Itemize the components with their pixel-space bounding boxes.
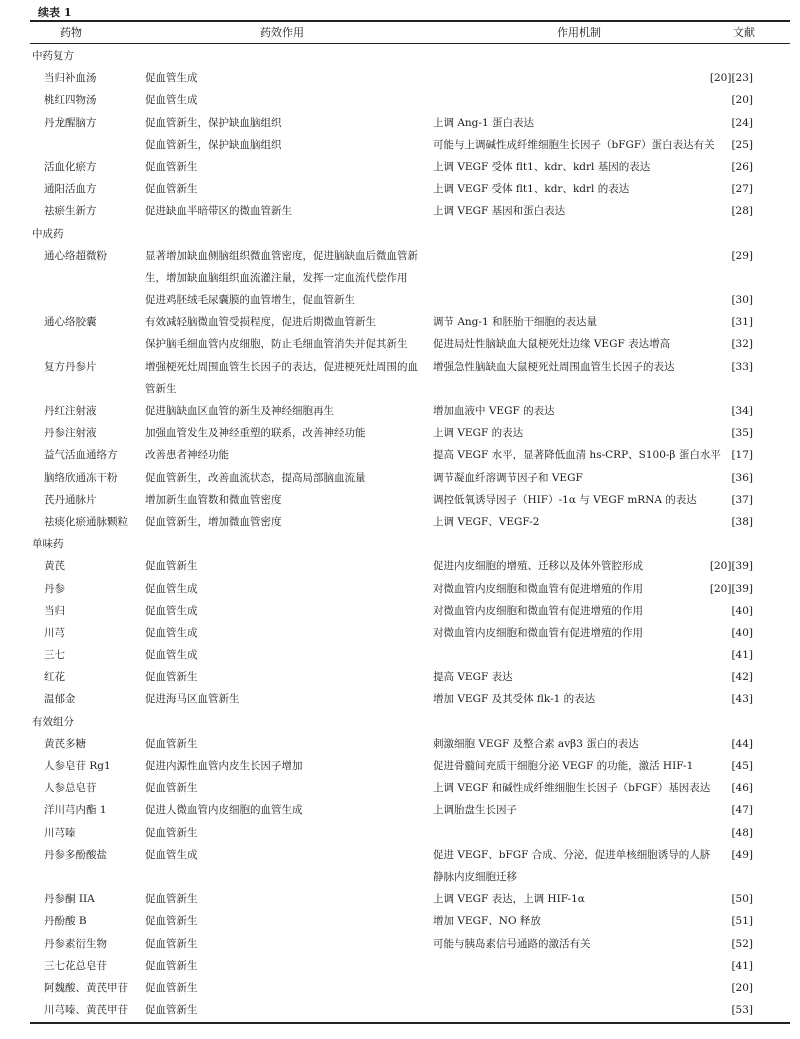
ref-cell: [20][39] bbox=[709, 582, 753, 595]
table-row bbox=[0, 910, 800, 932]
table-row bbox=[0, 888, 800, 910]
ref-cell: [47] bbox=[731, 804, 753, 817]
effect-cell: 促血管新生，改善血流状态，提高局部脑血流量 bbox=[145, 471, 366, 484]
effect-cell: 促血管生成 bbox=[145, 649, 198, 662]
mechanism-cell: 促进骨髓间充质干细胞分泌 VEGF 的功能，激活 HIF-1 bbox=[433, 760, 694, 773]
header-mechanism: 作用机制 bbox=[557, 26, 601, 39]
ref-cell: [25] bbox=[731, 138, 753, 151]
ref-cell: [38] bbox=[731, 515, 753, 528]
table-row bbox=[0, 467, 800, 489]
drug-cell: 活血化瘀方 bbox=[44, 160, 97, 173]
table-row bbox=[0, 644, 800, 666]
drug-cell: 中药复方 bbox=[32, 50, 74, 62]
ref-cell: [46] bbox=[731, 782, 753, 795]
ref-cell: [31] bbox=[731, 316, 753, 329]
table-row bbox=[0, 555, 800, 577]
table-row bbox=[0, 977, 800, 999]
mechanism-cell: 上调 VEGF 的表达 bbox=[433, 427, 524, 440]
mechanism-cell: 提高 VEGF 表达 bbox=[433, 671, 513, 684]
mechanism-cell: 调节凝血纤溶调节因子和 VEGF bbox=[433, 471, 583, 484]
effect-cell: 促血管生成 bbox=[145, 94, 198, 107]
ref-cell: [41] bbox=[731, 649, 753, 662]
table-row bbox=[0, 578, 800, 600]
drug-cell: 芪丹通脉片 bbox=[44, 493, 97, 506]
effect-cell: 促血管新生，保护缺血脑组织 bbox=[145, 138, 282, 151]
drug-cell: 丹参注射液 bbox=[44, 427, 97, 440]
ref-cell: [50] bbox=[731, 893, 753, 906]
drug-cell: 温郁金 bbox=[44, 693, 76, 706]
ref-cell: [20] bbox=[731, 981, 753, 994]
table-row bbox=[0, 999, 800, 1021]
section-row bbox=[0, 45, 800, 67]
effect-cell: 促血管新生 bbox=[145, 183, 198, 196]
table-row bbox=[0, 511, 800, 533]
drug-cell: 益气活血通络方 bbox=[44, 449, 118, 462]
effect-cell: 促血管生成 bbox=[145, 72, 198, 85]
drug-cell: 复方丹参片 bbox=[44, 360, 97, 373]
effect-cell: 增加新生血管数和微血管密度 bbox=[145, 493, 282, 506]
effect-cell: 促血管新生 bbox=[145, 160, 198, 173]
table-row bbox=[0, 622, 800, 644]
mechanism-cell: 增加 VEGF、NO 释放 bbox=[433, 915, 541, 928]
ref-cell: [48] bbox=[731, 826, 753, 839]
table-row bbox=[0, 311, 800, 333]
effect-cell: 促血管新生 bbox=[145, 959, 198, 972]
effect-cell: 促血管新生，增加微血管密度 bbox=[145, 515, 282, 528]
table-row bbox=[0, 777, 800, 799]
table-header-rule bbox=[30, 43, 790, 44]
table-row bbox=[0, 67, 800, 89]
drug-cell: 三七 bbox=[44, 649, 65, 662]
effect-cell: 促进人微血管内皮细胞的血管生成 bbox=[145, 804, 303, 817]
mechanism-cell: 对微血管内皮细胞和微血管有促进增殖的作用 bbox=[433, 604, 643, 617]
mechanism-cell: 上调 Ang-1 蛋白表达 bbox=[433, 116, 534, 129]
drug-cell: 丹参 bbox=[44, 582, 65, 595]
drug-cell: 丹参多酚酸盐 bbox=[44, 848, 107, 861]
mechanism-cell: 促进内皮细胞的增殖、迁移以及体外管腔形成 bbox=[433, 560, 643, 573]
table-row bbox=[0, 400, 800, 422]
drug-cell: 中成药 bbox=[32, 227, 64, 240]
effect-cell: 促进脑缺血区血管的新生及神经细胞再生 bbox=[145, 405, 334, 418]
effect-cell: 促血管新生，保护缺血脑组织 bbox=[145, 116, 282, 129]
mechanism-cell: 增加血液中 VEGF 的表达 bbox=[433, 405, 555, 418]
ref-cell: [44] bbox=[731, 737, 753, 750]
effect-cell: 促进海马区血管新生 bbox=[145, 693, 240, 706]
ref-cell: [53] bbox=[731, 1004, 753, 1017]
table-caption: 续表 1 bbox=[38, 6, 72, 19]
effect-cell: 显著增加缺血侧脑组织微血管密度，促进脑缺血后微血管新生，增加缺血脑组织血流灌注量，发挥一定血流代偿作用 bbox=[145, 249, 418, 284]
mechanism-cell: 对微血管内皮细胞和微血管有促进增殖的作用 bbox=[433, 582, 643, 595]
drug-cell: 祛痰化瘀通脉颗粒 bbox=[44, 515, 128, 528]
mechanism-cell: 提高 VEGF 水平，显著降低血清 hs-CRP、S100-β 蛋白水平 bbox=[433, 449, 721, 462]
table-row bbox=[0, 289, 800, 311]
drug-cell: 丹酚酸 B bbox=[44, 915, 87, 928]
mechanism-cell: 上调 VEGF 受体 flt1、kdr、kdrl 的表达 bbox=[433, 183, 630, 196]
mechanism-cell: 促进局灶性脑缺血大鼠梗死灶边缘 VEGF 表达增高 bbox=[433, 338, 671, 351]
ref-cell: [33] bbox=[731, 360, 753, 373]
ref-cell: [36] bbox=[731, 471, 753, 484]
effect-cell: 促血管生成 bbox=[145, 604, 198, 617]
effect-cell: 促血管生成 bbox=[145, 626, 198, 639]
effect-cell: 改善患者神经功能 bbox=[145, 449, 229, 462]
ref-cell: [20] bbox=[731, 94, 753, 107]
table-row bbox=[0, 755, 800, 777]
mechanism-cell: 上调 VEGF 基因和蛋白表达 bbox=[433, 205, 566, 218]
ref-cell: [42] bbox=[731, 671, 753, 684]
drug-cell: 有效组分 bbox=[32, 715, 74, 728]
effect-cell: 促血管新生 bbox=[145, 826, 198, 839]
effect-cell: 促血管新生 bbox=[145, 671, 198, 684]
effect-cell: 加强血管发生及神经重塑的联系，改善神经功能 bbox=[145, 427, 366, 440]
table-row bbox=[0, 799, 800, 821]
ref-cell: [30] bbox=[731, 294, 753, 307]
drug-cell: 通阳活血方 bbox=[44, 183, 97, 196]
drug-cell: 洋川芎内酯 1 bbox=[44, 804, 107, 817]
mechanism-cell: 可能与胰岛素信号通路的激活有关 bbox=[433, 937, 591, 950]
drug-cell: 通心络超微粉 bbox=[44, 249, 107, 262]
table-row bbox=[0, 89, 800, 111]
header-effect: 药效作用 bbox=[260, 26, 304, 39]
ref-cell: [40] bbox=[731, 626, 753, 639]
mechanism-cell: 上调 VEGF 表达，上调 HIF-1α bbox=[433, 893, 585, 906]
drug-cell: 丹红注射液 bbox=[44, 405, 97, 418]
drug-cell: 川芎嗪、黄芪甲苷 bbox=[44, 1004, 128, 1017]
effect-cell: 促血管新生 bbox=[145, 782, 198, 795]
drug-cell: 黄芪多糖 bbox=[44, 737, 86, 750]
mechanism-cell: 上调胎盘生长因子 bbox=[433, 804, 517, 817]
mechanism-cell: 上调 VEGF 受体 flt1、kdr、kdrl 基因的表达 bbox=[433, 160, 651, 173]
table-row bbox=[0, 733, 800, 755]
ref-cell: [20][39] bbox=[709, 560, 753, 573]
effect-cell: 促进内源性血管内皮生长因子增加 bbox=[145, 760, 303, 773]
header-drug: 药物 bbox=[60, 26, 82, 39]
effect-cell: 促血管新生 bbox=[145, 737, 198, 750]
section-row bbox=[0, 533, 800, 555]
mechanism-cell: 刺激细胞 VEGF 及整合素 avβ3 蛋白的表达 bbox=[433, 737, 639, 750]
effect-cell: 促进缺血半暗带区的微血管新生 bbox=[145, 205, 292, 218]
mechanism-cell: 调节 Ang-1 和胚胎干细胞的表达量 bbox=[433, 316, 597, 329]
table-row bbox=[0, 666, 800, 688]
drug-cell: 单味药 bbox=[32, 538, 64, 551]
drug-cell: 黄芪 bbox=[44, 560, 65, 573]
mechanism-cell: 调控低氧诱导因子（HIF）-1α 与 VEGF mRNA 的表达 bbox=[433, 493, 697, 506]
effect-cell: 增强梗死灶周围血管生长因子的表达，促进梗死灶周围的血管新生 bbox=[145, 360, 418, 395]
drug-cell: 丹参素衍生物 bbox=[44, 937, 107, 950]
table-row bbox=[0, 955, 800, 977]
table-row bbox=[0, 333, 800, 355]
drug-cell: 川芎 bbox=[44, 626, 65, 639]
effect-cell: 促血管新生 bbox=[145, 937, 198, 950]
effect-cell: 促血管新生 bbox=[145, 915, 198, 928]
effect-cell: 促血管新生 bbox=[145, 981, 198, 994]
ref-cell: [20][23] bbox=[709, 72, 753, 85]
ref-cell: [34] bbox=[731, 405, 753, 418]
drug-cell: 脑络欣通冻干粉 bbox=[44, 471, 118, 484]
effect-cell: 促进鸡胚绒毛尿囊膜的血管增生，促血管新生 bbox=[145, 294, 355, 307]
table-row bbox=[0, 112, 800, 134]
drug-cell: 当归补血汤 bbox=[44, 72, 97, 85]
drug-cell: 阿魏酸、黄芪甲苷 bbox=[44, 981, 128, 994]
mechanism-cell: 促进 VEGF、bFGF 合成、分泌，促进单核细胞诱导的人脐静脉内皮细胞迁移 bbox=[433, 848, 711, 883]
ref-cell: [51] bbox=[731, 915, 753, 928]
ref-cell: [17] bbox=[731, 449, 753, 462]
drug-cell: 通心络胶囊 bbox=[44, 316, 97, 329]
ref-cell: [43] bbox=[731, 693, 753, 706]
drug-cell: 桃红四物汤 bbox=[44, 94, 97, 107]
effect-cell: 促血管新生 bbox=[145, 1004, 198, 1017]
table-row bbox=[0, 134, 800, 156]
table-row bbox=[0, 422, 800, 444]
table-row bbox=[0, 200, 800, 222]
table-row bbox=[0, 178, 800, 200]
ref-cell: [32] bbox=[731, 338, 753, 351]
ref-cell: [40] bbox=[731, 604, 753, 617]
header-ref: 文献 bbox=[733, 26, 755, 39]
ref-cell: [45] bbox=[731, 760, 753, 773]
table-body bbox=[0, 45, 800, 1021]
drug-cell: 丹龙醒脑方 bbox=[44, 116, 97, 129]
drug-cell: 三七花总皂苷 bbox=[44, 959, 107, 972]
section-row bbox=[0, 223, 800, 245]
drug-cell: 丹参酮 IIA bbox=[44, 893, 95, 906]
table-row bbox=[0, 600, 800, 622]
mechanism-cell: 上调 VEGF 和碱性成纤维细胞生长因子（bFGF）基因表达 bbox=[433, 782, 711, 795]
ref-cell: [41] bbox=[731, 959, 753, 972]
ref-cell: [29] bbox=[731, 249, 753, 262]
ref-cell: [49] bbox=[731, 848, 753, 861]
ref-cell: [28] bbox=[731, 205, 753, 218]
table-row bbox=[0, 844, 800, 888]
ref-cell: [26] bbox=[731, 160, 753, 173]
ref-cell: [35] bbox=[731, 427, 753, 440]
ref-cell: [27] bbox=[731, 183, 753, 196]
table-row bbox=[0, 688, 800, 710]
ref-cell: [37] bbox=[731, 493, 753, 506]
mechanism-cell: 对微血管内皮细胞和微血管有促进增殖的作用 bbox=[433, 626, 643, 639]
mechanism-cell: 增加 VEGF 及其受体 flk-1 的表达 bbox=[433, 693, 596, 706]
effect-cell: 促血管新生 bbox=[145, 560, 198, 573]
drug-cell: 祛瘀生新方 bbox=[44, 205, 97, 218]
effect-cell: 促血管生成 bbox=[145, 848, 198, 861]
mechanism-cell: 上调 VEGF、VEGF-2 bbox=[433, 515, 540, 528]
effect-cell: 保护脑毛细血管内皮细胞，防止毛细血管消失并促其新生 bbox=[145, 338, 408, 351]
table-top-rule bbox=[30, 20, 790, 22]
section-row bbox=[0, 711, 800, 733]
table-row bbox=[0, 356, 800, 400]
drug-cell: 当归 bbox=[44, 604, 65, 617]
table-row bbox=[0, 489, 800, 511]
table-row bbox=[0, 933, 800, 955]
table-row bbox=[0, 245, 800, 289]
ref-cell: [52] bbox=[731, 937, 753, 950]
table-bottom-rule bbox=[30, 1022, 790, 1024]
effect-cell: 有效减轻脑微血管受损程度，促进后期微血管新生 bbox=[145, 316, 376, 329]
effect-cell: 促血管生成 bbox=[145, 582, 198, 595]
effect-cell: 促血管新生 bbox=[145, 893, 198, 906]
table-row bbox=[0, 444, 800, 466]
mechanism-cell: 增强急性脑缺血大鼠梗死灶周围血管生长因子的表达 bbox=[433, 360, 675, 373]
ref-cell: [24] bbox=[731, 116, 753, 129]
mechanism-cell: 可能与上调碱性成纤维细胞生长因子（bFGF）蛋白表达有关 bbox=[433, 138, 715, 151]
drug-cell: 红花 bbox=[44, 671, 65, 684]
drug-cell: 人参总皂苷 bbox=[44, 782, 97, 795]
drug-cell: 川芎嗪 bbox=[44, 826, 76, 839]
table-row bbox=[0, 822, 800, 844]
drug-cell: 人参皂苷 Rg1 bbox=[44, 760, 111, 773]
table-row bbox=[0, 156, 800, 178]
